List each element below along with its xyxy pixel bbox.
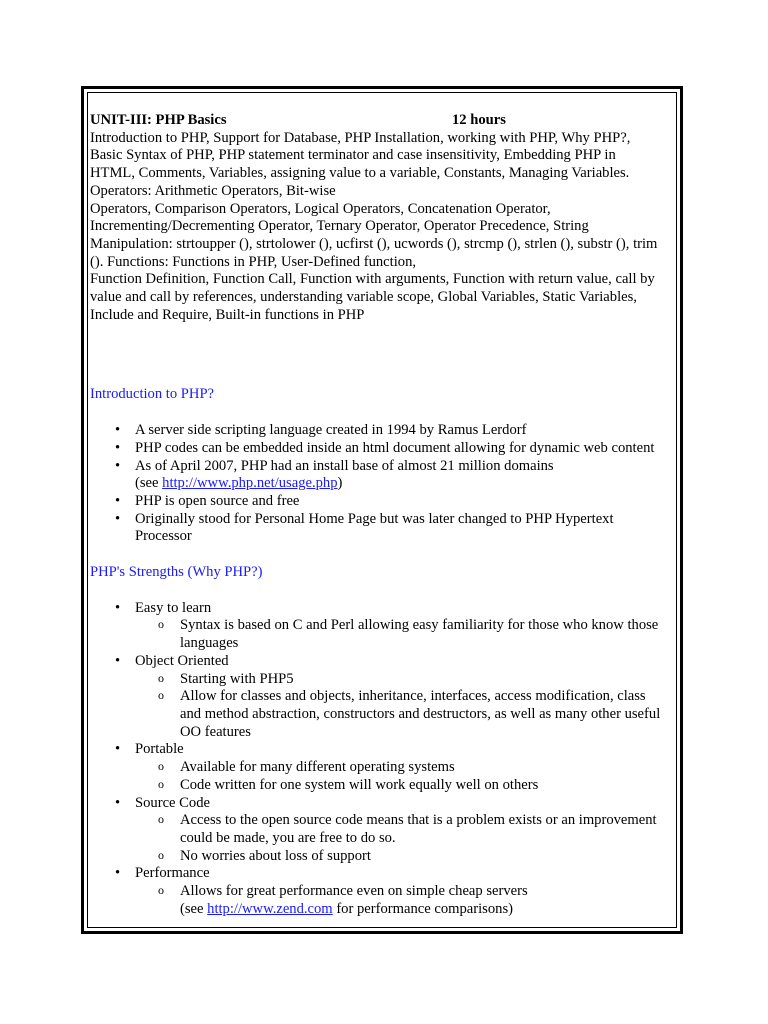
list-item [90, 440, 680, 458]
list-item-text: A server side scripting language created in 1994 by Ramus Lerdorf [135, 422, 527, 439]
unit-hours: 12 hours [452, 112, 506, 128]
sub-item [135, 617, 680, 652]
syllabus-line: HTML, Comments, Variables, assigning value to a variable, Constants, Managing Variables. [90, 165, 630, 182]
document-content [90, 112, 680, 918]
list-item-text-cont: Processor [135, 528, 192, 545]
strength-label: Source Code [135, 794, 210, 811]
syllabus-line: Operators: Arithmetic Operators, Bit-wise [90, 182, 336, 199]
sub-item-text: Access to the open source code means that is a problem exists or an improvement [180, 812, 657, 829]
strength-label: Easy to learn [135, 599, 212, 616]
list-item-text: PHP is open source and free [135, 492, 300, 509]
syllabus-line: Operators, Comparison Operators, Logical Operators, Concatenation Operator, [90, 200, 551, 217]
syllabus-line: Include and Require, Built-in functions in PHP [90, 306, 365, 323]
sub-list [135, 883, 680, 918]
sub-item-text-cont: and method abstraction, constructors and destructors, as well as many other useful [180, 705, 661, 722]
sub-list [135, 671, 680, 742]
list-item [90, 458, 680, 493]
sub-item-text: No worries about loss of support [180, 847, 371, 864]
list-item [90, 653, 680, 742]
sub-item-text: Syntax is based on C and Perl allowing easy familiarity for those who know those [180, 617, 659, 634]
strengths-heading: PHP's Strengths (Why PHP?) [90, 564, 263, 581]
list-item [90, 865, 680, 918]
list-item [90, 795, 680, 866]
sub-list [135, 759, 680, 794]
php-usage-link[interactable]: http://www.php.net/usage.php [162, 475, 338, 492]
sub-item [135, 777, 680, 795]
intro-list [90, 422, 680, 546]
sub-item-text: Code written for one system will work equally well on others [180, 776, 539, 793]
syllabus-paragraph [90, 130, 680, 325]
syllabus-line: Function Definition, Function Call, Function with arguments, Function with return value, call by [90, 271, 655, 288]
sub-item-text: Allow for classes and objects, inheritance, interfaces, access modification, class [180, 688, 646, 705]
strength-label: Performance [135, 865, 210, 882]
syllabus-line: Introduction to PHP, Support for Database, PHP Installation, working with PHP, Why PHP?, [90, 129, 631, 146]
list-item [90, 493, 680, 511]
syllabus-line: (). Functions: Functions in PHP, User-Defined function, [90, 253, 417, 270]
strength-label: Portable [135, 741, 184, 758]
unit-header [90, 112, 680, 130]
see-prefix: (see [180, 900, 208, 917]
list-item-text: As of April 2007, PHP had an install base of almost 21 million domains [135, 457, 554, 474]
see-prefix: (see [135, 475, 163, 492]
strengths-list [90, 600, 680, 919]
sub-item-text: Starting with PHP5 [180, 670, 294, 687]
syllabus-line: Incrementing/Decrementing Operator, Ternary Operator, Operator Precedence, String [90, 218, 589, 235]
list-item [90, 422, 680, 440]
list-item-text: Originally stood for Personal Home Page but was later changed to PHP Hypertext [135, 510, 614, 527]
sub-item-text-cont: OO features [180, 723, 251, 740]
syllabus-line: Basic Syntax of PHP, PHP statement terminator and case insensitivity, Embedding PHP in [90, 147, 616, 164]
syllabus-line: value and call by references, understanding variable scope, Global Variables, Static Variables, [90, 289, 637, 306]
list-item [90, 600, 680, 653]
sub-item [135, 848, 680, 866]
sub-item [135, 759, 680, 777]
sub-list [135, 812, 680, 865]
sub-item-text-cont: languages [180, 635, 239, 652]
sub-item [135, 812, 680, 847]
sub-item-text: Available for many different operating systems [180, 759, 455, 776]
sub-item [135, 671, 680, 689]
list-item-text: PHP codes can be embedded inside an html document allowing for dynamic web content [135, 439, 655, 456]
see-suffix: ) [337, 475, 343, 492]
unit-title: UNIT-III: PHP Basics [90, 112, 227, 128]
list-item [90, 741, 680, 794]
list-item [90, 511, 680, 546]
syllabus-line: Manipulation: strtoupper (), strtolower (), ucfirst (), ucwords (), strcmp (), strlen (), substr (), trim [90, 235, 658, 252]
sub-item [135, 883, 680, 918]
sub-item-text-cont: could be made, you are free to do so. [180, 829, 396, 846]
zend-link[interactable]: http://www.zend.com [207, 900, 333, 917]
intro-heading: Introduction to PHP? [90, 386, 215, 403]
sub-list [135, 617, 680, 652]
sub-item-text: Allows for great performance even on simple cheap servers [180, 883, 528, 900]
strength-label: Object Oriented [135, 652, 229, 669]
see-suffix: for performance comparisons) [332, 900, 513, 917]
sub-item [135, 688, 680, 741]
